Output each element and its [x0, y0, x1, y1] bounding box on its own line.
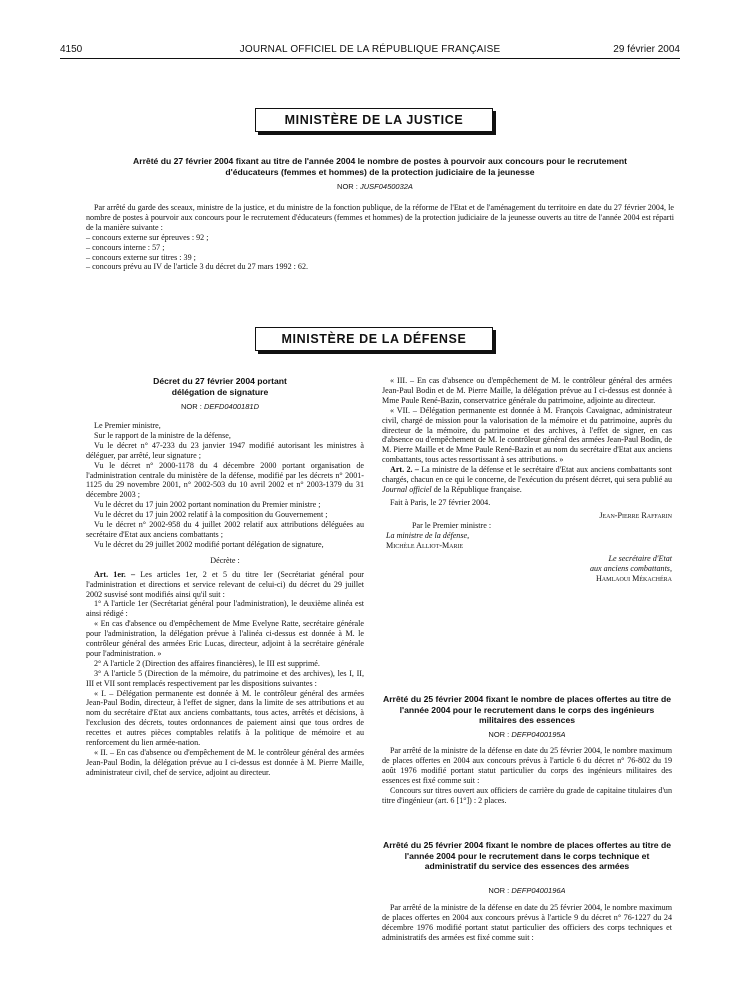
list-item: – concours prévu au IV de l'article 3 du décret du 27 mars 1992 : 62.	[86, 262, 309, 272]
arrete1-paragraph: Concours sur titres ouvert aux officiers de carrière du grade de capitaine titulaires d'un titre d'ingénieur (art. 6 [1°]) : 2 places.	[382, 785, 672, 805]
article-2-text-end: de la République française.	[433, 484, 522, 494]
article-1-label: Art. 1er. –	[94, 569, 136, 579]
nor-label: NOR :	[488, 730, 510, 739]
ministry-defense-heading: MINISTÈRE DE LA DÉFENSE	[255, 327, 493, 351]
page-number: 4150	[60, 44, 83, 55]
signature-ministre: Michèle Alliot-Marie	[386, 540, 464, 550]
nor-label: NOR :	[181, 402, 202, 411]
secretaire-role-2: aux anciens combattants,	[589, 564, 672, 574]
arrete2-paragraph: Par arrêté de la ministre de la défense en date du 25 février 2004, le nombre maximum de places offertes en 2004 aux concours prévus à l'article 9 du décret n° 76-1227 du 24 décembre 1976 modifié portant statut particulier des officiers des corps techniques et administratifs des armées est fixé comme suit :	[382, 903, 672, 942]
decret-paragraph: Vu le décret du 29 juillet 2002 modifié portant délégation de signature,	[94, 539, 324, 549]
nor-label: NOR :	[337, 182, 358, 191]
nor-label: NOR :	[488, 886, 510, 895]
justice-arrete-title: Arrêté du 27 février 2004 fixant au titre de l'année 2004 le nombre de postes à pourvoir aux concours pour le recrutement d'éducateurs (femmes et hommes) de la protection judiciaire de la jeunesse	[133, 156, 627, 177]
decret-paragraph: « III. – En cas d'absence ou d'empêchement de M. le contrôleur général des armées Jean-Paul Bodin et de M. Pierre Maille, la délégation prévue au I ci-dessus est donnée à Mme Paule René-Bazin, conservatrice générale du patrimoine, adjointe au directeur.	[382, 376, 672, 405]
decret-paragraph: 1° A l'article 1er (Secrétariat général pour l'administration), le deuxième alinéa est ainsi rédigé :	[86, 599, 364, 619]
par-le-premier-ministre: Par le Premier ministre :	[412, 520, 492, 530]
list-item: – concours interne : 57 ;	[86, 242, 165, 252]
ministre-role: La ministre de la défense,	[386, 530, 470, 540]
nor-code: DEFP0400195A	[511, 730, 566, 739]
article-1-text: Les articles 1er, 2 et 5 du titre Ier (Secrétariat général pour l'administration et directions et service relevant de celui-ci) du décret du 29 juillet 2002 susvisé sont modifiés ainsi qu'il suit :	[86, 569, 364, 599]
arrete1-body	[382, 746, 672, 805]
decret-body-left	[86, 421, 364, 778]
journal-title: JOURNAL OFFICIEL DE LA RÉPUBLIQUE FRANÇAISE	[239, 44, 501, 55]
secretaire-role: Le secrétaire d'Etat	[608, 554, 672, 564]
arrete1-nor	[382, 730, 672, 739]
ministry-justice-heading: MINISTÈRE DE LA JUSTICE	[255, 108, 493, 132]
header-rule	[60, 58, 680, 59]
arrete2-body	[382, 903, 672, 943]
arrete1-paragraph: Par arrêté de la ministre de la défense en date du 25 février 2004, le nombre maximum de places offertes en 2004 aux concours prévus à l'article 6 du décret n° 76-802 du 19 août 1976 modifié portant statut particulier du corps des ingénieurs militaires des essences est fixé comme suit :	[382, 746, 672, 785]
article-1	[86, 570, 364, 600]
justice-nor	[230, 182, 520, 191]
article-2	[382, 465, 672, 495]
journal-officiel-ref: Journal officiel	[382, 484, 432, 494]
nor-code: DEFD0400181D	[203, 402, 259, 411]
list-item: – concours externe sur titres : 39 ;	[86, 252, 196, 262]
decret-title: Décret du 27 février 2004 portant délégation de signature	[153, 376, 287, 397]
decret-paragraph: Vu le décret du 17 juin 2002 relatif à la composition du Gouvernement ;	[94, 510, 328, 520]
decret-paragraph: Vu le décret n° 47-233 du 23 janvier 1947 modifié autorisant les ministres à déléguer, par arrêté, leur signature ;	[86, 440, 364, 460]
decret-paragraph: 2° A l'article 2 (Direction des affaires financières), le III est supprimé.	[94, 658, 320, 668]
list-item: – concours externe sur épreuves : 92 ;	[86, 232, 209, 242]
justice-body	[86, 203, 674, 272]
arrete1-title: Arrêté du 25 février 2004 fixant le nombre de places offertes au titre de l'année 2004 pour le recrutement dans le corps des ingénieurs militaires des essences	[383, 694, 671, 725]
article-2-text: La ministre de la défense et le secrétaire d'Etat aux anciens combattants sont chargés, chacun en ce qui le concerne, de l'exécution du présent décret, qui sera publié au	[382, 465, 672, 485]
decret-body-right	[382, 376, 672, 584]
signature-premier-ministre: Jean-Pierre Raffarin	[599, 510, 672, 520]
decret-paragraph: « II. – En cas d'absence ou d'empêchement de M. le contrôleur général des armées Jean-Paul Bodin, la délégation prévue au I ci-dessus est donnée à M. Pierre Maille, administrateur civil, chef de service, adjoint au directeur.	[86, 748, 364, 777]
decret-paragraph: « En cas d'absence ou d'empêchement de Mme Evelyne Ratte, secrétaire générale pour l'administration, la délégation prévue à l'alinéa ci-dessus est donnée à M. le contrôleur général des armées Eric Lucas, directeur, adjoint à la secrétaire générale pour l'administration. »	[86, 619, 364, 658]
decret-paragraph: Vu le décret n° 2002-958 du 4 juillet 2002 relatif aux attributions déléguées au secrétaire d'Etat aux anciens combattants ;	[86, 520, 364, 539]
decrete-heading: Décrète :	[210, 555, 240, 565]
signature-secretaire: Hamlaoui Mékachéra	[595, 574, 672, 584]
decret-paragraph: « I. – Délégation permanente est donnée à M. le contrôleur général des armées Jean-Paul Bodin, directeur, à l'effet de signer, dans la limite de ses attributions et au nom du secrétaire d'Etat aux anciens combattants, tous actes, arrêtés et décisions, à l'exclusion des décrets, toutes ordonnances de paiement ainsi que tous ordres de recettes et autres pièces comptables relatifs à la politique de mémoire et au renforcement du lien armée-nation.	[86, 688, 364, 748]
nor-code: JUSF0450032A	[359, 182, 413, 191]
decret-paragraph: Sur le rapport de la ministre de la défense,	[94, 430, 231, 440]
issue-date: 29 février 2004	[613, 44, 680, 55]
decret-paragraph: Vu le décret n° 2000-1178 du 4 décembre 2000 portant organisation de l'administration centrale du ministère de la défense, modifié par les décrets n° 2001-1125 du 29 novembre 2001, n° 2002-503 du 10 avril 2002 et n° 2003-1379 du 31 décembre 2003 ;	[86, 460, 364, 500]
decret-paragraph: Vu le décret du 17 juin 2002 portant nomination du Premier ministre ;	[94, 500, 321, 510]
fait-a-paris: Fait à Paris, le 27 février 2004.	[390, 497, 491, 507]
decret-paragraph: Le Premier ministre,	[94, 421, 161, 430]
justice-intro: Par arrêté du garde des sceaux, ministre de la justice, et du ministre de la fonction publique, de la réforme de l'Etat et de l'aménagement du territoire en date du 27 février 2004, le nombre de postes à pourvoir aux concours pour le recrutement d'éducateurs (femmes et hommes) de la protection judiciaire de la jeunesse ouverts au titre de l'année 2004 est réparti de la manière suivante :	[86, 203, 674, 232]
article-2-label: Art. 2. –	[390, 465, 419, 475]
decret-paragraph: 3° A l'article 5 (Direction de la mémoire, du patrimoine et des archives), les I, II, III et VII sont remplacés respectivement par les dispositions suivantes :	[86, 668, 364, 688]
decret-nor	[150, 402, 290, 411]
nor-code: DEFP0400196A	[511, 886, 566, 895]
arrete2-title: Arrêté du 25 février 2004 fixant le nombre de places offertes au titre de l'année 2004 pour le recrutement dans le corps technique et administratif du service des essences des armées	[383, 840, 671, 871]
arrete2-nor	[382, 886, 672, 895]
decret-paragraph: « VII. – Délégation permanente est donnée à M. François Cavaignac, administrateur civil, chargé de mission pour la valorisation de la mémoire et du patrimoine, auprès du directeur de la mémoire, du patrimoine et des archives, à l'effet de signer, en cas d'absence ou d'empêchement de M. le contrôleur général des armées Jean-Paul Bodin, de M. Pierre Maille et de Mme Paule René-Bazin et au nom du secrétaire d'Etat aux anciens combattants, tous actes ressortissant à ses attributions. »	[382, 405, 672, 465]
